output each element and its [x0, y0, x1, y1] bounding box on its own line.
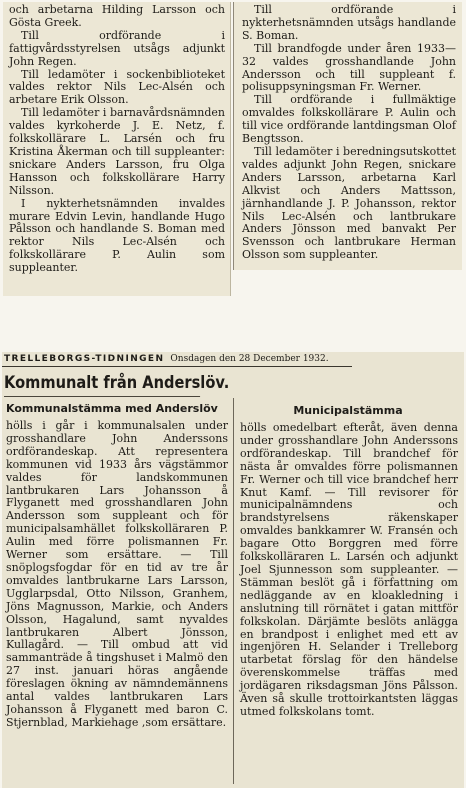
article-body: hölls omedelbart efteråt, även denna under grosshandlare John Anderssons ordförandeskap. Till brandchef för nästa år omvaldes förre polismannen Fr. Werner och till vice brandchef herr Knut Kamf. — Till revisorer för municipalnämndens och brandstyrelsens räkenskaper omvaldes bankkamrer W. Fransén och bagare Otto Borggren med förre folkskolläraren L. Larsén och adjunkt Joel Sjunnesson som suppleanter. — Stämman beslöt gå i författning om nedläggande av en kloakledning i anslutning till rörnätet i gatan mittför folkskolan. Därjämte beslöts anlägga en brandpost i enlighet med ett av ingenjören H. Selander i Trelleborg utarbetat förslag för den händelse överenskommelse träffas med jordägaren riksdagsman Jöns Pålsson. Även så skulle trottoirkantsten läggas utmed folkskolans tomt. [240, 421, 458, 718]
paragraph: Till ordförande i nykterhetsnämnden utsågs handlande S. Boman. [242, 3, 456, 42]
paragraph: Till ordförande i fattigvårdsstyrelsen utsågs adjunkt John Regen. [9, 28, 225, 68]
column-divider [233, 398, 234, 784]
issue-date: Onsdagen den 28 December 1932. [170, 354, 329, 364]
newspaper-name: TRELLEBORGS-TIDNINGEN [4, 354, 165, 364]
text-column-municipalstamma [240, 422, 458, 719]
section-heading-municipalstamma: Municipalstämma [293, 404, 403, 417]
article-headline: Kommunalt från Anderslöv. [4, 370, 200, 397]
paragraph: Till ledamöter i sockenbiblioteket valdes rektor Nils Lec-Alsén och arbetare Erik Olsson. [9, 67, 225, 107]
paragraph: Till ordförande i fullmäktige omvaldes folkskollärare P. Aulin och till vice ordförande lantdingsman Olof Bengtsson. [242, 93, 456, 146]
text-column-kommunalstamma [6, 420, 228, 730]
paragraph: Till ledamöter i beredningsutskottet valdes adjunkt John Regen, snickare Anders Larsson, arbetarna Karl Alkvist och Anders Mattsson, järnhandlande J. P. Johansson, rektor Nils Lec-Alsén och lantbrukare Anders Jönsson med banvakt Per Svensson och lantbrukare Herman Olsson som suppleanter. [242, 144, 456, 262]
article-body: hölls i går i kommunalsalen under grosshandlare John Anderssons ordförandeskap. Att representera kommunen vid 1933 års vägstämmor valdes för landskommunen lantbrukaren Lars Johansson å Flyganett med grosshandlaren John Andersson som suppleant och för municipalsamhället folkskolläraren P. Aulin med förre polismannen Fr. Werner som ersättare. — Till snöplogsfogdar för en tid av tre år omvaldes lantbrukarne Lars Larsson, Ugglarpsdal, Otto Nilsson, Granhem, Jöns Magnusson, Markie, och Anders Olsson, Hagalund, samt nyvaldes lantbrukaren Albert Jönsson, Kullagård. — Till ombud att vid sammanträde å tingshuset i Malmö den 27 inst. januari höras angående föreslagen ökning av nämndemännens antal valdes lantbrukaren Lars Johansson å Flyganett med baron C. Stjernblad, Markiehage ,som ersättare. [6, 419, 228, 729]
clipping-top-left [3, 2, 231, 296]
clipping-trelleborgs-tidningen [2, 352, 464, 788]
clipping-top-right [233, 2, 462, 270]
section-heading-kommunalstamma: Kommunalstämma med Anderslöv [6, 402, 218, 415]
text-column-top-left [9, 4, 225, 275]
masthead [2, 352, 352, 367]
paragraph: och arbetarna Hilding Larsson och Gösta Greek. [9, 3, 225, 29]
paragraph: Till brandfogde under åren 1933—32 valdes grosshandlande John Andersson och till suppleant f. polisuppsyningsman Fr. Werner. [242, 41, 456, 94]
paragraph: Till ledamöter i barnavårdsnämnden valdes kyrkoherde J. E. Netz, f. folkskollärare L. Larsén och fru Kristina Åkerman och till suppleanter: snickare Anders Larsson, fru Olga Hansson och folkskollärare Harry Nilsson. [9, 106, 225, 197]
text-column-top-right [242, 4, 456, 262]
paragraph: I nykterhetsnämnden invaldes murare Edvin Levin, handlande Hugo Pålsson och handlande S. Boman med rektor Nils Lec-Alsén och folkskollärare P. Aulin som suppleanter. [9, 196, 225, 275]
